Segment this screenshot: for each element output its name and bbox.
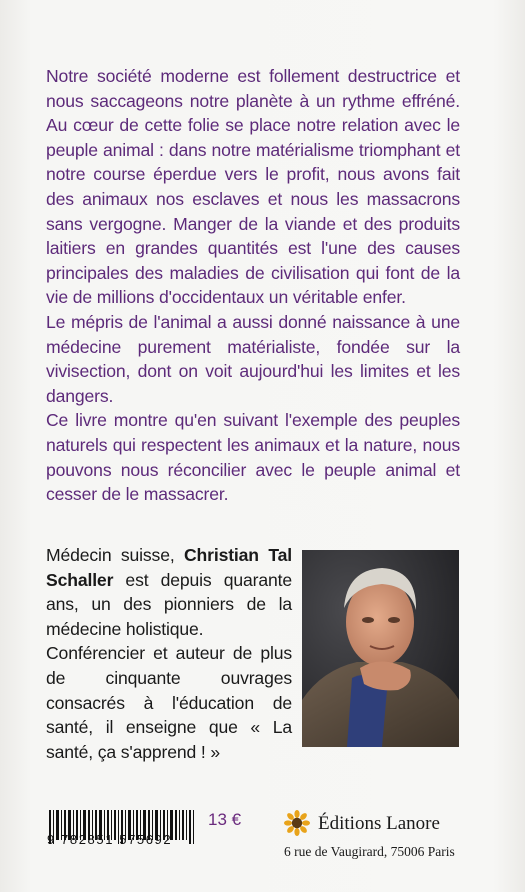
bio-paragraph-1 (46, 543, 292, 641)
blurb-paragraph-1: Notre société moderne est follement destructrice et nous saccageons notre planète à un rythme effréné. Au cœur de cette folie se place notre relation avec le peuple animal : dans notre matérialisme triomphant et notre course éperdue vers le profit, nous avons fait des animaux nos esclaves et nous les massacrons sans vergogne. Manger de la viande et des produits laitiers en grandes quantités est l'une des causes principales des maladies de civilisation qui font de la vie de millions d'occidentaux un véritable enfer. (46, 66, 460, 308)
author-name: Christian Tal Schaller (46, 545, 292, 590)
blurb-paragraph-3: Ce livre montre qu'en suivant l'exemple des peuples naturels qui respectent les animaux et la nature, nous pouvons nous réconcilier avec le peuple animal et cesser de le massacrer. (46, 410, 460, 505)
bio-intro: Médecin suisse, (46, 545, 184, 565)
author-bio (46, 543, 292, 764)
book-blurb (46, 64, 460, 507)
bio-paragraph-2: Conférencier et auteur de plus de cinquante ouvrages consacrés à l'éducation de santé, il enseigne que « La santé, ça s'apprend ! » (46, 643, 292, 762)
blurb-paragraph-2: Le mépris de l'animal a aussi donné naissance à une médecine purement matérialiste, fondée sur la vivisection, dont on voit aujourd'hui les limites et les dangers. (46, 311, 460, 406)
bio-rest: est depuis quarante ans, un des pionniers de la médecine holistique. (46, 569, 292, 639)
price: 13 € (208, 810, 242, 829)
publisher-name: Éditions Lanore (318, 813, 440, 834)
isbn-number: 9 782851 575692 (47, 832, 173, 847)
publisher-address: 6 rue de Vaugirard, 75006 Paris (284, 844, 455, 859)
author-photo (302, 550, 459, 747)
sunflower-logo-icon (284, 810, 310, 836)
